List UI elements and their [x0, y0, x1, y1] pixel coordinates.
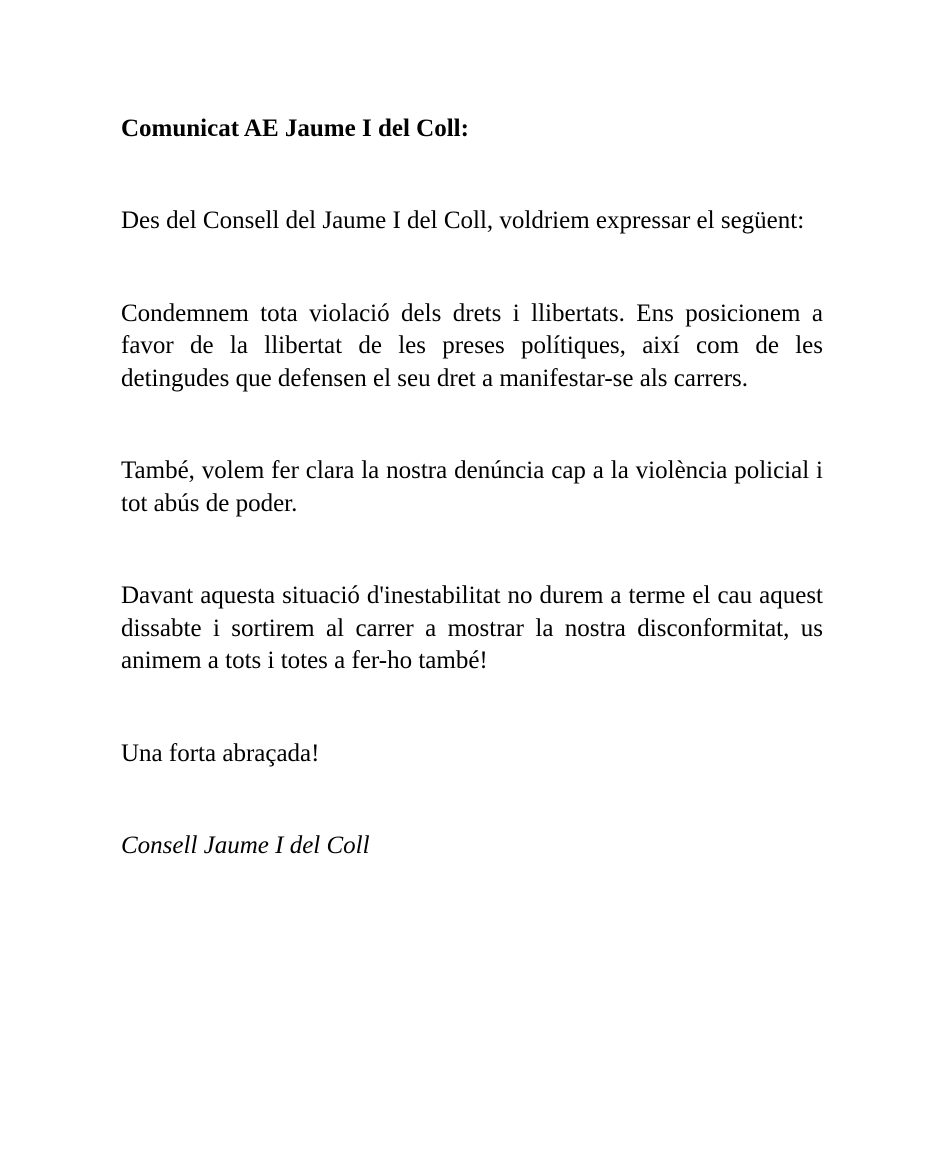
paragraph-condemnation: Condemnem tota violació dels drets i llibertats. Ens posicionem a favor de la llibertat de les preses polítiques, així com de les detingudes que defensen el seu dret a manifestar-se als carrers. — [121, 299, 823, 392]
paragraph-denunciation: També, volem fer clara la nostra denúncia cap a la violència policial i tot abús de poder. — [121, 457, 823, 517]
document-body — [121, 112, 823, 863]
paragraph-action: Davant aquesta situació d'inestabilitat no durem a terme el cau aquest dissabte i sortirem al carrer a mostrar la nostra disconformitat, us animem a tots i totes a fer-ho també! — [121, 582, 823, 674]
closing-line: Una forta abraçada! — [121, 739, 320, 767]
signature: Consell Jaume I del Coll — [121, 832, 370, 859]
document-title: Comunicat AE Jaume I del Coll: — [121, 115, 469, 142]
intro-paragraph: Des del Consell del Jaume I del Coll, voldriem expressar el següent: — [121, 207, 805, 234]
